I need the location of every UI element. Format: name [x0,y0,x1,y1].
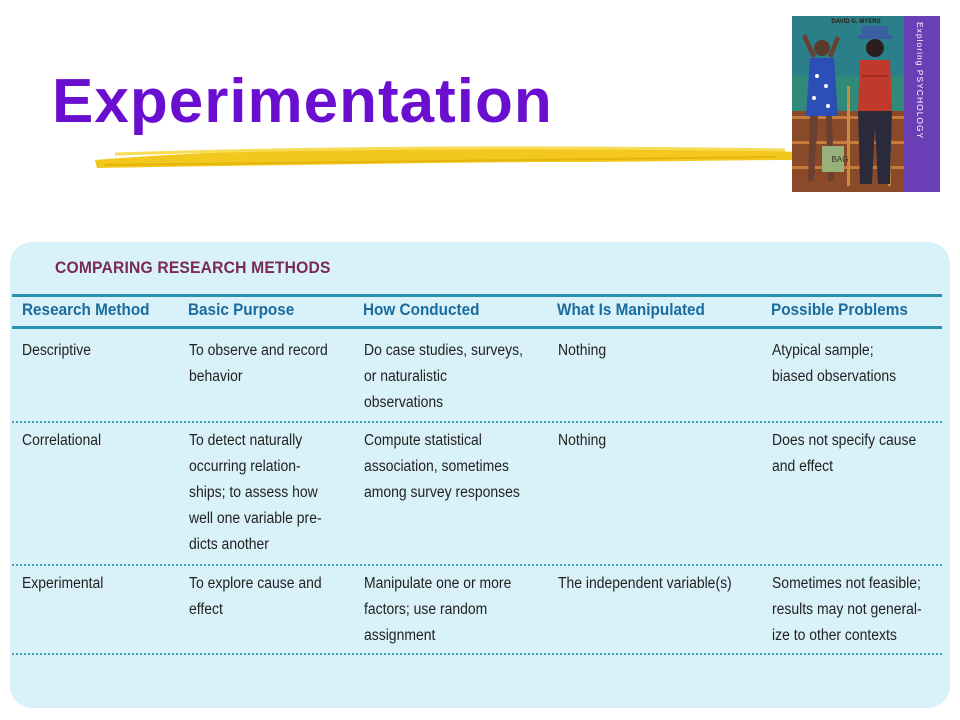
cell-problems: Atypical sample; biased observations [772,342,897,385]
bag-label: BAG [831,155,849,164]
cell-manipulated: The independent variable(s) [558,575,732,592]
row-divider [12,564,942,566]
cell-conducted: Do case studies, surveys, or naturalistic observations [364,342,523,411]
header-top-rule [12,294,942,297]
cell-method: Correlational [22,432,102,449]
cell-purpose: To explore cause and effect [189,575,322,618]
cell-problems: Sometimes not feasible; results may not general- ize to other contexts [772,575,922,644]
row-divider [12,421,942,423]
cell-problems: Does not specify cause and effect [772,432,917,475]
book-title: Exploring PSYCHOLOGY [915,22,925,140]
cell-purpose: To observe and record behavior [189,342,328,385]
col-header-possible-problems: Possible Problems [771,300,908,319]
slide-title: Experimentation [52,67,553,136]
cell-conducted: Compute statistical association, sometimes among survey responses [364,432,520,501]
col-header-research-method: Research Method [22,300,150,319]
cell-manipulated: Nothing [558,432,607,449]
title-underline-stroke [95,138,795,178]
table-heading: COMPARING RESEARCH METHODS [55,258,331,277]
cell-method: Descriptive [22,342,92,359]
book-author: DAVID G. MYERS [831,19,881,25]
row-divider [12,653,942,655]
header-bottom-rule [12,326,942,329]
col-header-what-is-manipulated: What Is Manipulated [557,300,705,319]
cell-purpose: To detect naturally occurring relation- ships; to assess how well one variable pre- dicts another [189,432,322,553]
col-header-basic-purpose: Basic Purpose [188,300,295,319]
cell-method: Experimental [22,575,104,592]
cell-manipulated: Nothing [558,342,607,359]
col-header-how-conducted: How Conducted [363,300,480,319]
cell-conducted: Manipulate one or more factors; use random assignment [364,575,512,644]
